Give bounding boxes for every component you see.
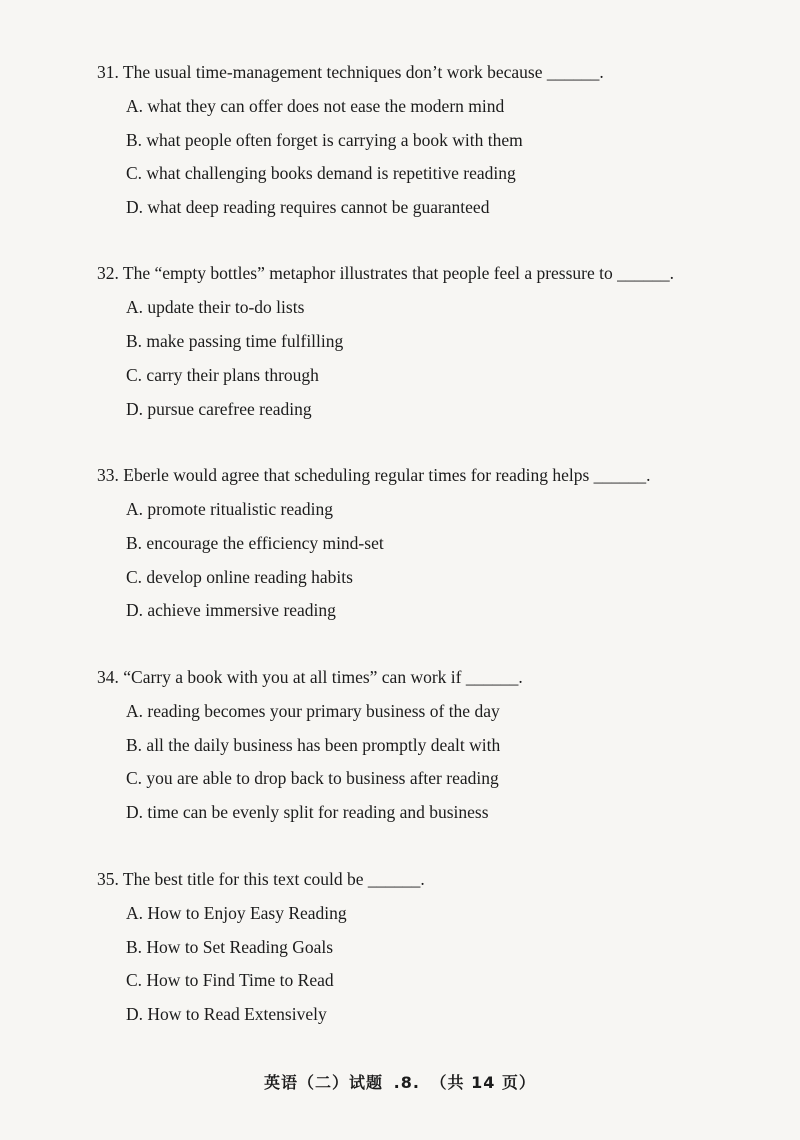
option-d: D. time can be evenly split for reading and business bbox=[126, 802, 489, 822]
option-a: A. How to Enjoy Easy Reading bbox=[126, 903, 347, 923]
footer-page-number: .8. bbox=[393, 1073, 420, 1092]
option-a: A. reading becomes your primary business of the day bbox=[126, 701, 500, 721]
footer-page-total: （共 14 页） bbox=[430, 1073, 536, 1092]
option-c: C. what challenging books demand is repetitive reading bbox=[126, 163, 516, 183]
question-stem: 31. The usual time-management techniques don’t work because ______. bbox=[97, 62, 604, 82]
option-d: D. How to Read Extensively bbox=[126, 1004, 327, 1024]
option-b: B. encourage the efficiency mind-set bbox=[126, 533, 384, 553]
option-b: B. make passing time fulfilling bbox=[126, 331, 344, 351]
page-footer bbox=[0, 1070, 800, 1093]
option-c: C. carry their plans through bbox=[126, 365, 319, 385]
question-stem: 32. The “empty bottles” metaphor illustrates that people feel a pressure to ______. bbox=[97, 263, 675, 283]
question-stem: 34. “Carry a book with you at all times” can work if ______. bbox=[97, 667, 523, 687]
option-d: D. pursue carefree reading bbox=[126, 399, 312, 419]
option-d: D. achieve immersive reading bbox=[126, 600, 336, 620]
option-a: A. update their to-do lists bbox=[126, 297, 305, 317]
option-b: B. what people often forget is carrying a book with them bbox=[126, 130, 523, 150]
option-a: A. promote ritualistic reading bbox=[126, 499, 334, 519]
option-c: C. How to Find Time to Read bbox=[126, 970, 334, 990]
option-c: C. you are able to drop back to business after reading bbox=[126, 768, 499, 788]
question-stem: 33. Eberle would agree that scheduling regular times for reading helps ______. bbox=[97, 465, 651, 485]
option-b: B. all the daily business has been promptly dealt with bbox=[126, 735, 501, 755]
question-stem: 35. The best title for this text could be ______. bbox=[97, 869, 425, 889]
option-d: D. what deep reading requires cannot be guaranteed bbox=[126, 197, 490, 217]
option-b: B. How to Set Reading Goals bbox=[126, 937, 334, 957]
footer-subject: 英语（二）试题 bbox=[264, 1073, 384, 1092]
option-c: C. develop online reading habits bbox=[126, 567, 353, 587]
option-a: A. what they can offer does not ease the modern mind bbox=[126, 96, 505, 116]
